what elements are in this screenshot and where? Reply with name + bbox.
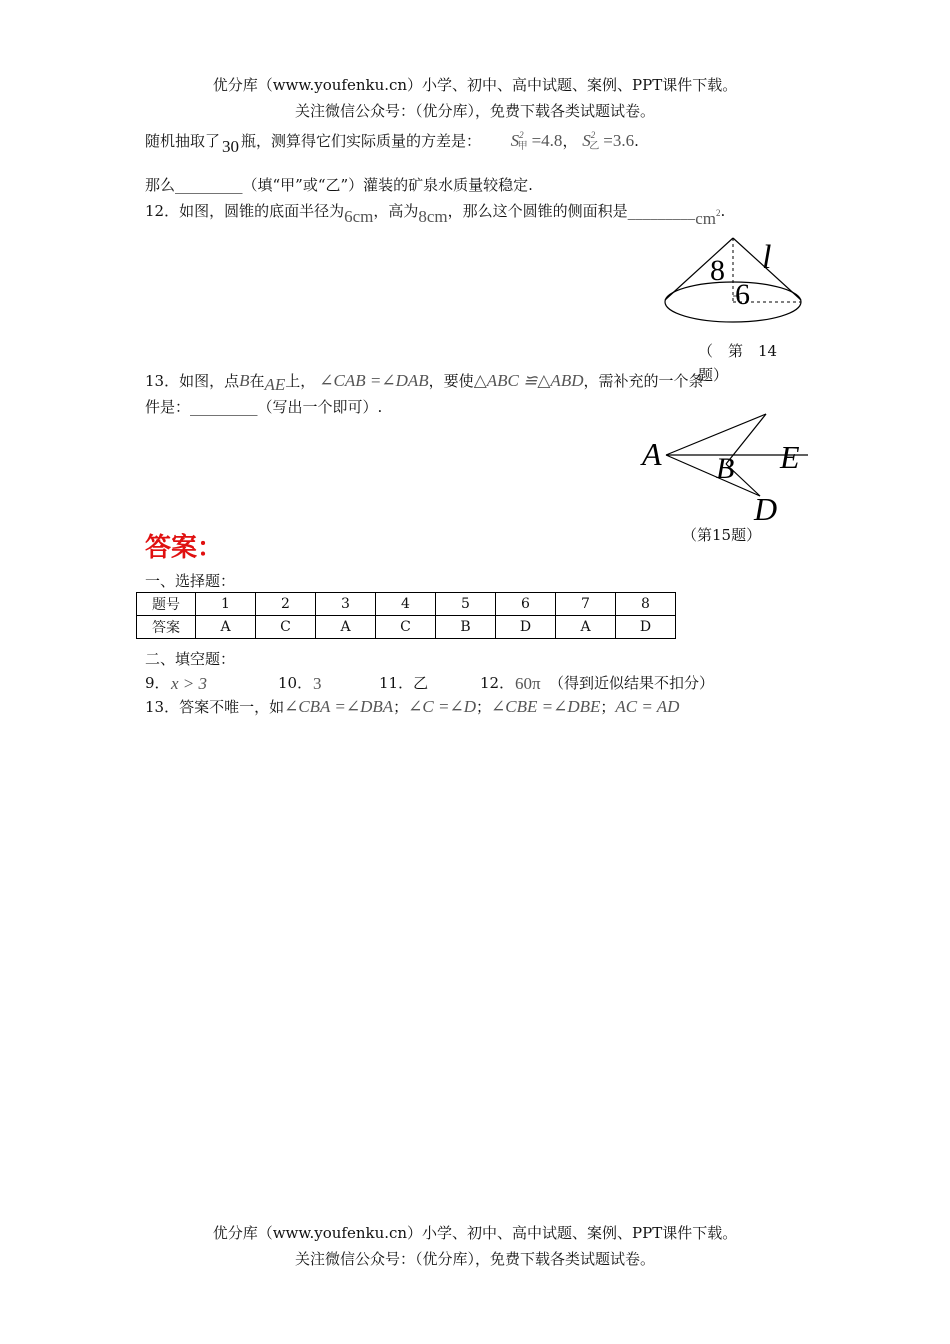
q13-line-2: 件是：_________（写出一个即可）. <box>145 398 383 416</box>
a9-label: 9． <box>145 674 170 692</box>
header-line-1: 优分库（www.youfenku.cn）小学、初中、高中试题、案例、PPT课件下载。 <box>212 76 738 94</box>
table-cell: 7 <box>556 593 616 616</box>
variance-jia-value: =4.8 <box>531 131 563 150</box>
table-cell: 5 <box>436 593 496 616</box>
table-cell: C <box>376 616 436 639</box>
table-cell: 4 <box>376 593 436 616</box>
section-fill: 二、填空题： <box>145 650 236 668</box>
variance-jia: $S^2_甲$ <box>510 130 528 152</box>
line-AC <box>666 414 766 455</box>
table-cell: A <box>556 616 616 639</box>
a12-note: （得到近似结果不扣分） <box>549 674 715 692</box>
label-B: B <box>716 452 735 485</box>
a13-option-3: ∠CBE =∠DBE <box>491 697 601 716</box>
a9-value: x > 3 <box>171 674 208 693</box>
table-row-answers <box>137 616 676 639</box>
a13-option-1: ∠CBA =∠DBA <box>284 697 394 716</box>
a12-label: 12． <box>480 674 515 692</box>
section-choice: 一、选择题： <box>145 572 236 590</box>
table-cell: D <box>616 616 676 639</box>
table-cell: D <box>496 616 556 639</box>
table-cell: 题号 <box>137 593 196 616</box>
header-line-2: 关注微信公众号：（优分库），免费下载各类试题试卷。 <box>294 102 655 120</box>
a10-label: 10． <box>278 674 313 692</box>
label-D: D <box>754 491 778 526</box>
table-cell: 2 <box>256 593 316 616</box>
q11-text-a: 随机抽取了 <box>145 132 221 150</box>
label-E: E <box>780 439 800 475</box>
q13-segment: AE <box>264 375 286 394</box>
a13-option-2: ∠C =∠D <box>408 697 476 716</box>
q12-line: 12．如图，圆锥的底面半径为6cm，高为8cm，那么这个圆锥的侧面积是$\_\_\_\_\_\_\_\_\_cm^2$. <box>145 202 726 228</box>
table-cell: 1 <box>196 593 256 616</box>
q13-congruence: △ABC ≌△ABD <box>473 371 584 390</box>
line-AD <box>666 455 760 496</box>
q11-text-b: 瓶，测算得它们实际质量的方差是： <box>241 132 482 150</box>
q11-sample-count: 30 <box>222 137 240 156</box>
footer-line-1: 优分库（www.youfenku.cn）小学、初中、高中试题、案例、PPT课件下载。 <box>212 1224 738 1242</box>
cone-figure <box>660 232 810 332</box>
a13-option-4: AC = AD <box>615 697 680 716</box>
cone-label-l: l <box>762 239 772 276</box>
a11-value: 11．乙 <box>379 674 429 692</box>
table-row-head <box>137 593 676 616</box>
variance-yi: $S^2_乙$ <box>582 130 600 152</box>
q12-height: 8cm <box>418 207 448 226</box>
answer-table <box>136 592 676 639</box>
table-cell: 6 <box>496 593 556 616</box>
variance-yi-value: =3.6 <box>603 131 635 150</box>
table-cell: B <box>436 616 496 639</box>
cone-caption-b: 题） <box>698 366 729 384</box>
triangle-caption: （第15题） <box>682 526 762 544</box>
label-A: A <box>642 436 662 472</box>
footer-line-2: 关注微信公众号：（优分库），免费下载各类试题试卷。 <box>294 1250 655 1268</box>
cone-caption-a: （ 第 14 <box>698 342 778 360</box>
table-cell: A <box>316 616 376 639</box>
cone-label-6: 6 <box>735 278 750 311</box>
q11-line-1: 随机抽取了 30 瓶，测算得它们实际质量的方差是： $S^2_甲 =4.8$， $S^2_乙 =3.6$. <box>145 130 639 156</box>
a12-value: 60π <box>515 674 541 693</box>
q12-radius: 6cm <box>344 207 374 226</box>
table-cell: 8 <box>616 593 676 616</box>
q11-line-2: 那么_________（填“甲”或“乙”）灌装的矿泉水质量较稳定. <box>145 176 533 194</box>
q12-unit: $cm^2$ <box>695 208 721 228</box>
table-cell: C <box>256 616 316 639</box>
q13-condition: ∠CAB =∠DAB <box>319 371 429 390</box>
table-cell: A <box>196 616 256 639</box>
triangle-figure <box>638 408 818 526</box>
table-cell: 答案 <box>137 616 196 639</box>
table-cell: 3 <box>316 593 376 616</box>
a13-line: 13．答案不唯一，如∠CBA =∠DBA；∠C =∠D；∠CBE =∠DBE；AC = AD <box>145 697 680 716</box>
answers-fill-row <box>145 672 865 696</box>
cone-label-8: 8 <box>710 254 725 287</box>
a10-value: 3 <box>313 674 322 693</box>
q13-line-1: 13．如图，点B在AE上， ∠CAB =∠DAB，要使△ABC ≌△ABD，需补充的一个条 <box>145 371 704 394</box>
answers-title: 答案： <box>145 533 224 563</box>
q13-point: B <box>239 371 250 390</box>
